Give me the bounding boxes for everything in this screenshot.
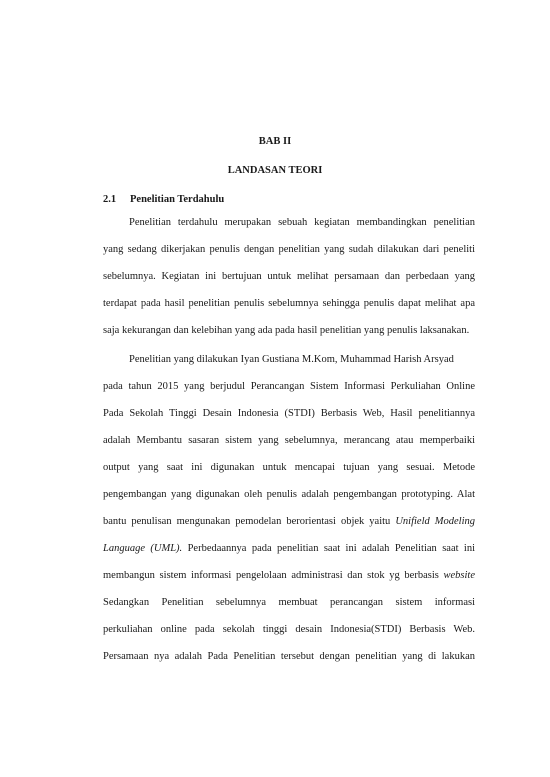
paragraph-line: Sedangkan Penelitian sebelumnya membuat perancangan sistem informasi — [103, 597, 475, 608]
text-run: Perbedaannya pada penelitian saat ini adalah Penelitian saat ini — [182, 543, 475, 554]
text-run: bantu penulisan mengunakan pemodelan berorientasi objek yaitu — [103, 516, 396, 527]
paragraph-line — [103, 515, 475, 529]
paragraph-line: Penelitian yang dilakukan Iyan Gustiana M.Kom, Muhammad Harish Arsyad — [129, 354, 454, 365]
paragraph-line: pengembangan yang digunakan oleh penulis adalah pengembangan prototyping. Alat — [103, 489, 475, 500]
section-heading — [103, 194, 224, 205]
section-title: Penelitian Terdahulu — [130, 194, 225, 205]
paragraph-line: Persamaan nya adalah Pada Penelitian tersebut dengan penelitian yang di lakukan — [103, 651, 475, 662]
paragraph-line: terdapat pada hasil penelitian penulis sebelumnya sehingga penulis dapat melihat apa — [103, 298, 475, 309]
paragraph-line — [103, 542, 475, 556]
chapter-heading: BAB II — [258, 136, 292, 147]
paragraph-line: sebelumnya. Kegiatan ini bertujuan untuk melihat persamaan dan perbedaan yang — [103, 271, 475, 282]
paragraph-line: perkuliahan online pada sekolah tinggi desain Indonesia(STDI) Berbasis Web. — [103, 624, 475, 635]
italic-term: Language (UML). — [103, 543, 183, 554]
paragraph-line: saja kekurangan dan kelebihan yang ada pada hasil penelitian yang penulis laksanakan. — [103, 325, 470, 336]
paragraph-line: Pada Sekolah Tinggi Desain Indonesia (STDI) Berbasis Web, Hasil penelitiannya — [103, 408, 475, 419]
paragraph-line: pada tahun 2015 yang berjudul Perancangan Sistem Informasi Perkuliahan Online — [103, 381, 475, 392]
section-number: 2.1 — [103, 194, 117, 205]
italic-term: Unifield Modeling — [395, 516, 476, 527]
italic-term: website — [443, 570, 475, 581]
paragraph-line — [103, 569, 475, 583]
paragraph-line: Penelitian terdahulu merupakan sebuah kegiatan membandingkan penelitian — [129, 217, 475, 228]
paragraph-line: adalah Membantu sasaran sistem yang sebelumnya, merancang atau memperbaiki — [103, 435, 475, 446]
paragraph-line: yang sedang dikerjakan penulis dengan penelitian yang sudah dilakukan dari peneliti — [103, 244, 475, 255]
paragraph-line: output yang saat ini digunakan untuk mencapai tujuan yang sesuai. Metode — [103, 462, 475, 473]
text-run: membangun sistem informasi pengelolaan administrasi dan stok yg berbasis — [103, 570, 444, 581]
chapter-title: LANDASAN TEORI — [227, 165, 323, 176]
